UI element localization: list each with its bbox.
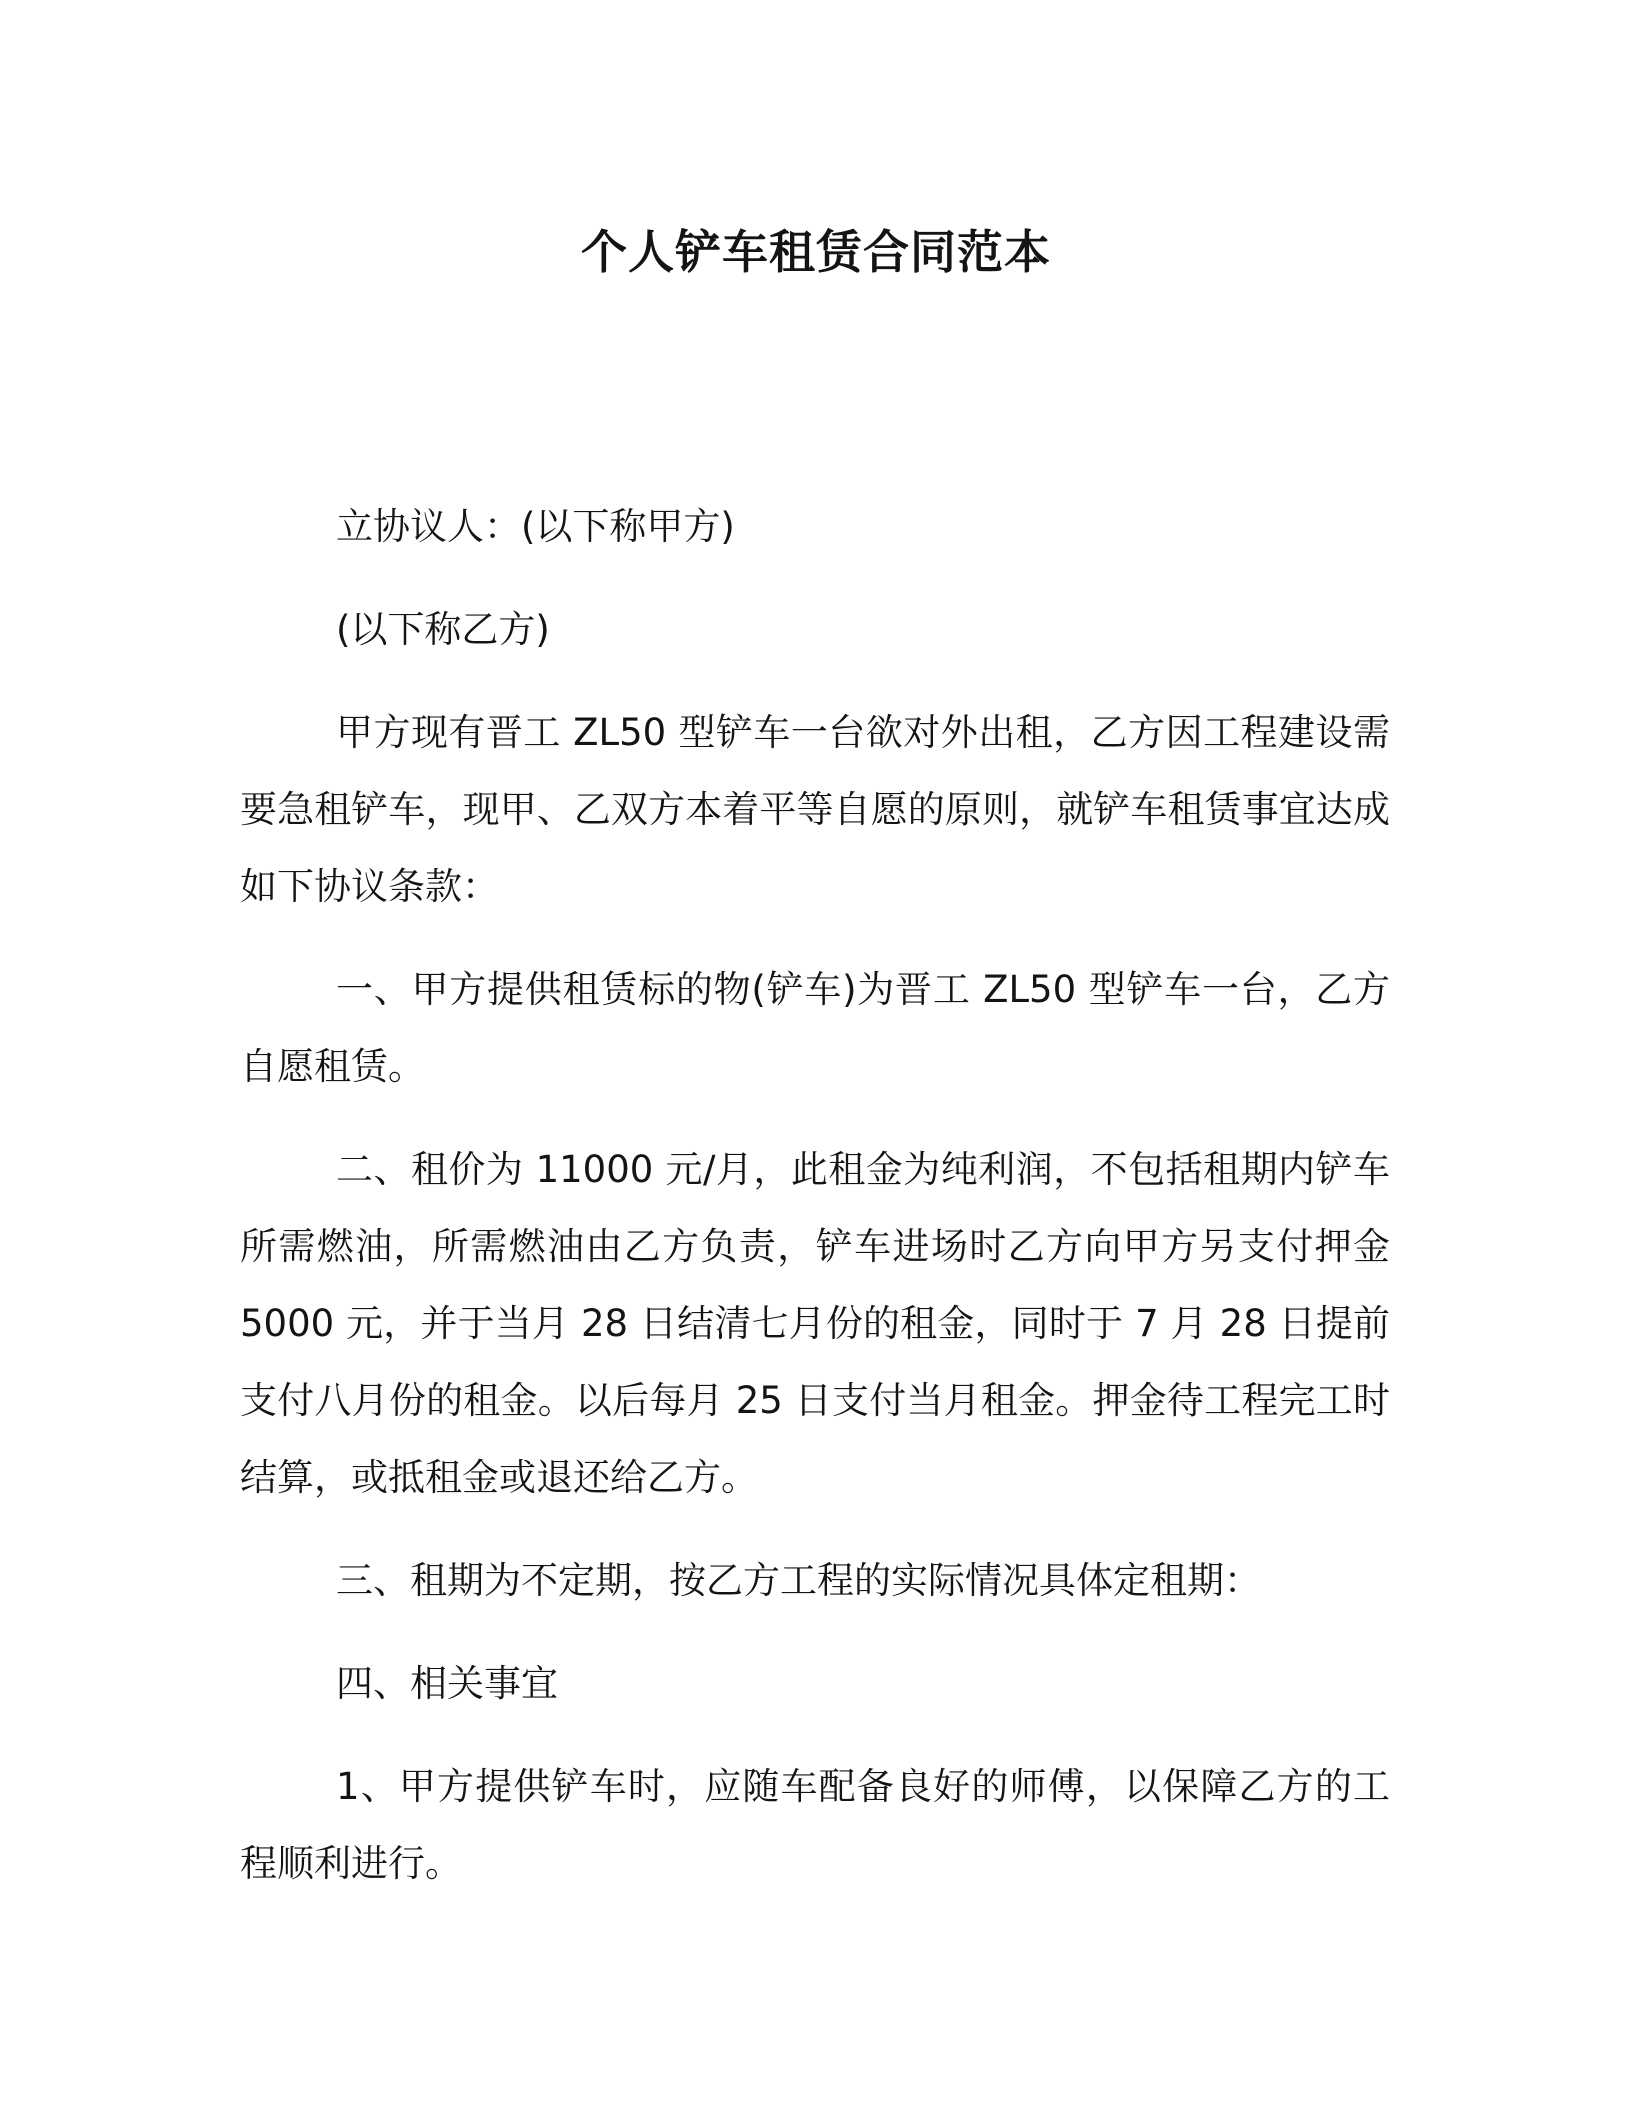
document-title: 个人铲车租赁合同范本	[581, 225, 1051, 279]
paragraph-party-a: 立协议人：(以下称甲方)	[336, 505, 735, 548]
paragraph-party-b: (以下称乙方)	[336, 608, 550, 651]
paragraph-clause-4-item-1: 1、甲方提供铲车时，应随车配备良好的师傅，以保障乙方的工程顺利进行。	[240, 1765, 1390, 1885]
paragraph-clause-2: 二、租价为 11000 元/月，此租金为纯利润，不包括租期内铲车所需燃油，所需燃油由乙方负责，铲车进场时乙方向甲方另支付押金 5000 元，并于当月 28 日结清七月份的租金，同时于 7 月 28 日提前支付八月份的租金。以后每月 25 日支付当月租金。押金待工程完工时结算，或抵租金或退还给乙方。	[240, 1148, 1390, 1499]
paragraph-clause-3: 三、租期为不定期，按乙方工程的实际情况具体定租期：	[336, 1559, 1261, 1602]
paragraph-clause-1: 一、甲方提供租赁标的物(铲车)为晋工 ZL50 型铲车一台，乙方自愿租赁。	[240, 968, 1390, 1088]
document-body	[240, 488, 1390, 1928]
paragraph-preamble: 甲方现有晋工 ZL50 型铲车一台欲对外出租，乙方因工程建设需要急租铲车，现甲、乙双方本着平等自愿的原则，就铲车租赁事宜达成如下协议条款：	[240, 711, 1390, 908]
paragraph-clause-4-heading: 四、相关事宜	[336, 1662, 558, 1705]
